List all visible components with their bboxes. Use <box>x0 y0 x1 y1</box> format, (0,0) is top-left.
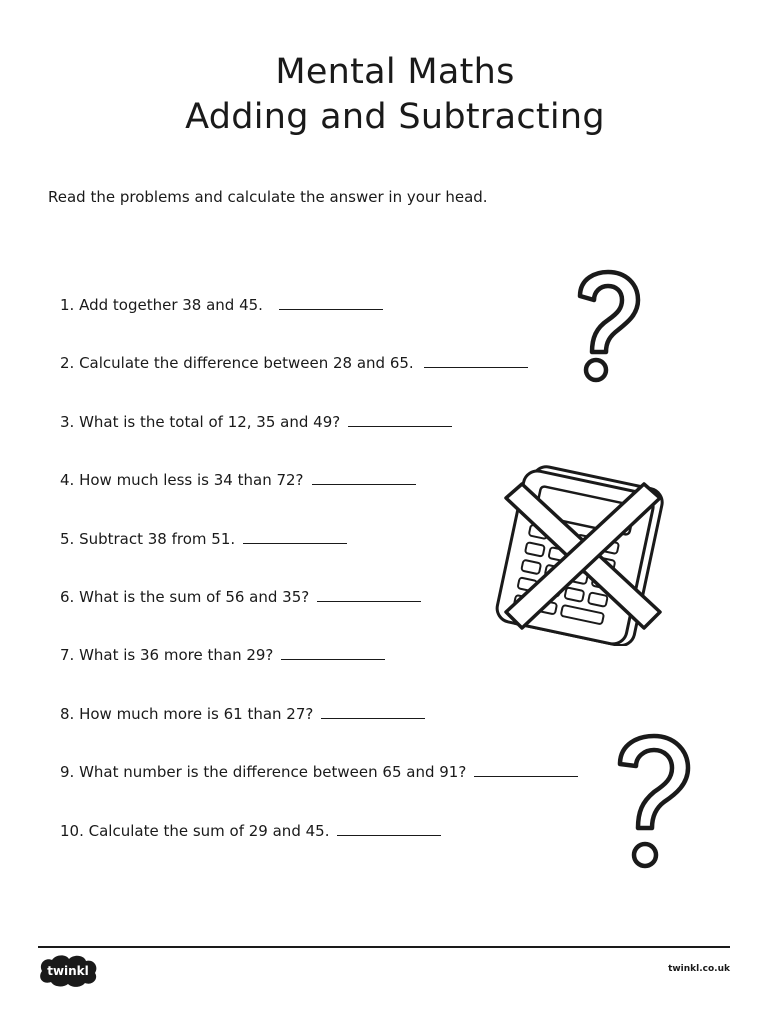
question-item <box>60 350 578 408</box>
answer-blank[interactable] <box>317 584 421 602</box>
crossed-out-calculator-icon <box>488 462 674 646</box>
page-title <box>0 50 768 140</box>
question-text: 3. What is the total of 12, 35 and 49? <box>60 412 341 431</box>
logo-text: twinkl <box>47 964 89 978</box>
question-mark-icon <box>608 730 698 872</box>
question-text: 7. What is 36 more than 29? <box>60 646 274 665</box>
question-text: 9. What number is the difference between 65 and 91? <box>60 763 467 782</box>
question-text: 5. Subtract 38 from 51. <box>60 529 236 548</box>
question-text: 4. How much less is 34 than 72? <box>60 471 304 490</box>
question-text: 1. Add together 38 and 45. <box>60 296 263 314</box>
question-text: 10. Calculate the sum of 29 and 45. <box>60 821 330 840</box>
title-line-2: Adding and Subtracting <box>185 97 605 137</box>
question-text: 6. What is the sum of 56 and 35? <box>60 587 310 606</box>
site-url[interactable]: twinkl.co.uk <box>668 964 730 974</box>
answer-blank[interactable] <box>321 701 425 719</box>
question-item <box>60 701 578 759</box>
twinkl-logo <box>36 953 100 989</box>
question-item <box>60 409 578 467</box>
question-text: 2. Calculate the difference between 28 and 65. <box>60 354 414 373</box>
question-item <box>60 642 578 700</box>
answer-blank[interactable] <box>474 759 578 777</box>
footer-divider <box>38 946 730 948</box>
answer-blank[interactable] <box>243 526 347 544</box>
answer-blank[interactable] <box>281 642 385 660</box>
answer-blank[interactable] <box>348 409 452 427</box>
question-text: 8. How much more is 61 than 27? <box>60 704 314 723</box>
question-item <box>60 759 578 817</box>
question-item <box>60 818 578 876</box>
answer-blank[interactable] <box>279 292 383 310</box>
answer-blank[interactable] <box>312 467 416 485</box>
question-item <box>60 292 578 350</box>
title-line-1: Mental Maths <box>275 52 515 92</box>
answer-blank[interactable] <box>337 818 441 836</box>
instruction-text: Read the problems and calculate the answer in your head. <box>48 188 488 206</box>
answer-blank[interactable] <box>424 350 528 368</box>
question-mark-icon <box>566 266 646 386</box>
